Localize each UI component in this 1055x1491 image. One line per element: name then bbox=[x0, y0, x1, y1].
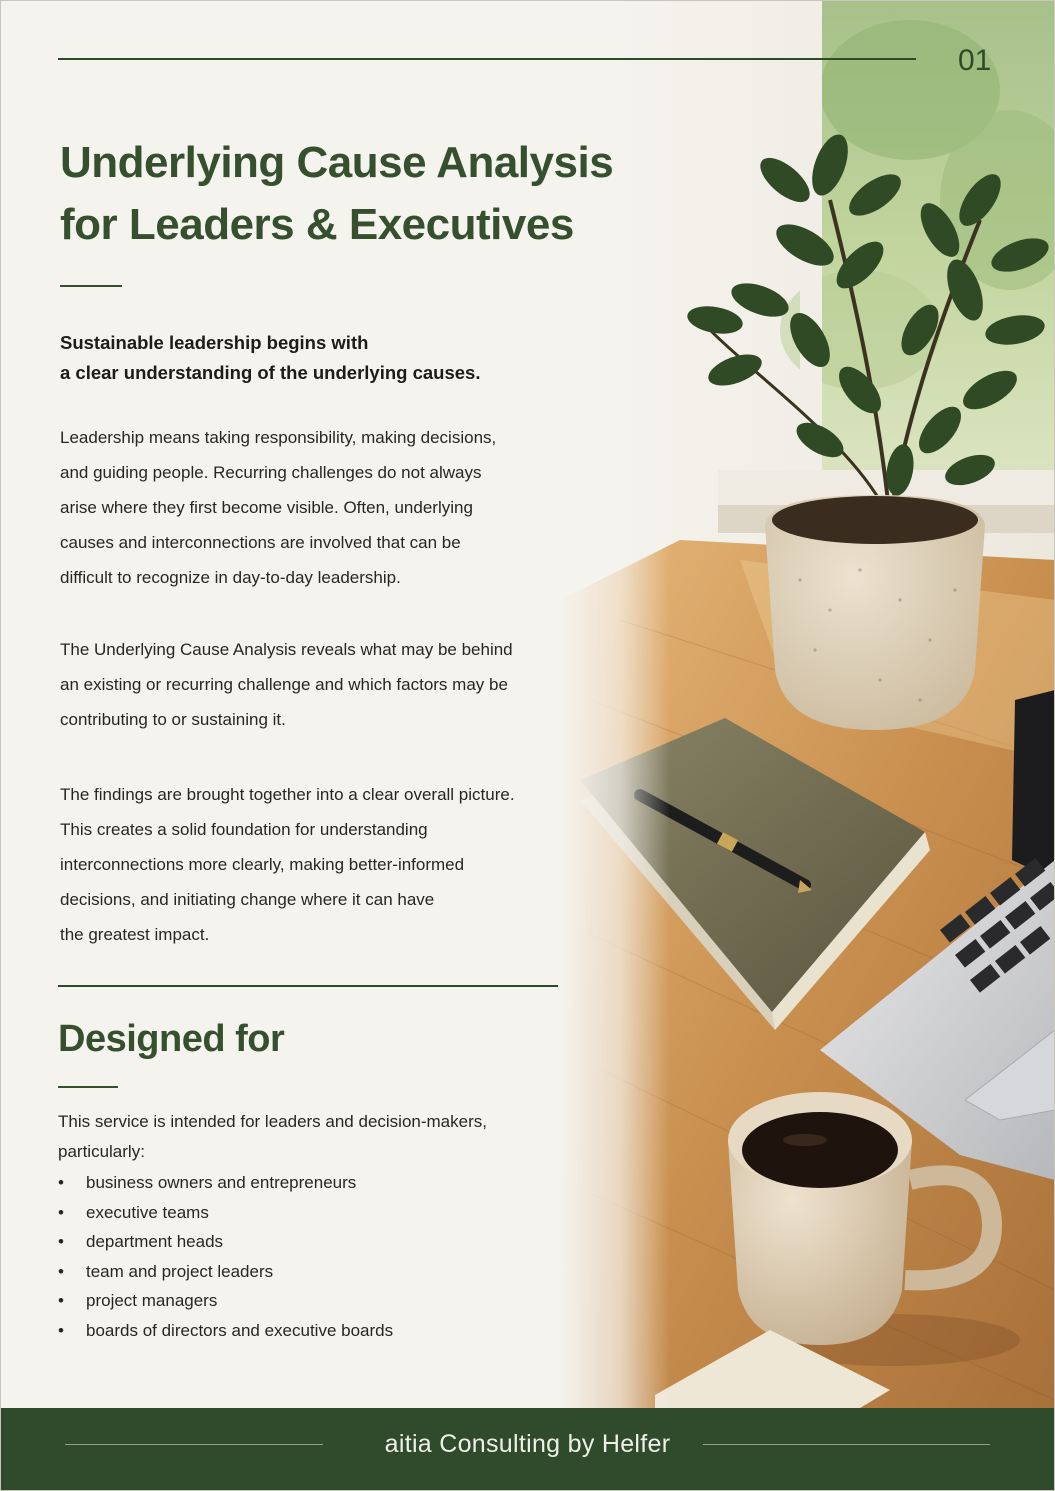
list-item-text: department heads bbox=[86, 1232, 224, 1251]
paragraph-line: arise where they first become visible. Often, underlying bbox=[60, 498, 473, 517]
bullet-icon: • bbox=[58, 1232, 64, 1251]
paragraph-line: This creates a solid foundation for understanding bbox=[60, 820, 428, 839]
paragraph-3 bbox=[60, 777, 560, 952]
paragraph-line: the greatest impact. bbox=[60, 925, 210, 944]
list-item-text: executive teams bbox=[86, 1202, 209, 1222]
paragraph-line: The Underlying Cause Analysis reveals what may be behind bbox=[60, 640, 513, 659]
footer-rule-right bbox=[703, 1444, 990, 1445]
designed-for-heading: Designed for bbox=[58, 1018, 285, 1060]
paragraph-line: The findings are brought together into a clear overall picture. bbox=[60, 785, 515, 804]
paragraph-line: decisions, and initiating change where it can have bbox=[60, 890, 435, 909]
bullet-icon: • bbox=[58, 1291, 64, 1310]
list-item bbox=[58, 1227, 393, 1257]
lead-line-1: Sustainable leadership begins with bbox=[60, 332, 369, 353]
lead-line-2: a clear understanding of the underlying causes. bbox=[60, 362, 481, 383]
list-item-text: project managers bbox=[86, 1291, 218, 1310]
paragraph-line: and guiding people. Recurring challenges do not always bbox=[60, 463, 482, 482]
paragraph-2 bbox=[60, 632, 560, 737]
pot-icon bbox=[765, 495, 985, 730]
footer-bar bbox=[0, 1408, 1055, 1491]
paragraph-line: an existing or recurring challenge and which factors may be bbox=[60, 675, 508, 694]
paragraph-line: causes and interconnections are involved that can be bbox=[60, 533, 461, 552]
paragraph-1 bbox=[60, 420, 560, 595]
list-item-text: business owners and entrepreneurs bbox=[86, 1173, 357, 1192]
list-item bbox=[58, 1286, 393, 1316]
page-title bbox=[60, 132, 620, 256]
title-underline bbox=[60, 285, 122, 287]
bullet-icon: • bbox=[58, 1261, 64, 1281]
audience-list bbox=[58, 1168, 393, 1345]
list-item-text: team and project leaders bbox=[86, 1261, 274, 1281]
desk-photo bbox=[560, 0, 1055, 1408]
intro-line: particularly: bbox=[58, 1142, 145, 1161]
footer-brand: aitia Consulting by Helfer bbox=[384, 1430, 671, 1458]
heading-underline bbox=[58, 1086, 118, 1088]
section-divider bbox=[58, 985, 558, 987]
title-line-1: Underlying Cause Analysis bbox=[60, 138, 614, 187]
paragraph-line: Leadership means taking responsibility, making decisions, bbox=[60, 428, 497, 447]
paragraph-line: difficult to recognize in day-to-day leadership. bbox=[60, 568, 401, 587]
list-item-text: boards of directors and executive boards bbox=[86, 1320, 394, 1340]
designed-for-intro bbox=[58, 1107, 538, 1167]
list-item bbox=[58, 1168, 393, 1198]
title-line-2: for Leaders & Executives bbox=[60, 200, 574, 249]
intro-line: This service is intended for leaders and decision-makers, bbox=[58, 1112, 487, 1131]
bullet-icon: • bbox=[58, 1320, 64, 1340]
top-rule bbox=[58, 58, 916, 60]
bullet-icon: • bbox=[58, 1173, 64, 1192]
paragraph-line: contributing to or sustaining it. bbox=[60, 710, 286, 729]
lead-statement bbox=[60, 328, 580, 388]
bullet-icon: • bbox=[58, 1202, 64, 1222]
paragraph-line: interconnections more clearly, making better-informed bbox=[60, 855, 465, 874]
list-item bbox=[58, 1316, 393, 1346]
page-number: 01 bbox=[958, 44, 992, 77]
list-item bbox=[58, 1257, 393, 1287]
list-item bbox=[58, 1198, 393, 1228]
